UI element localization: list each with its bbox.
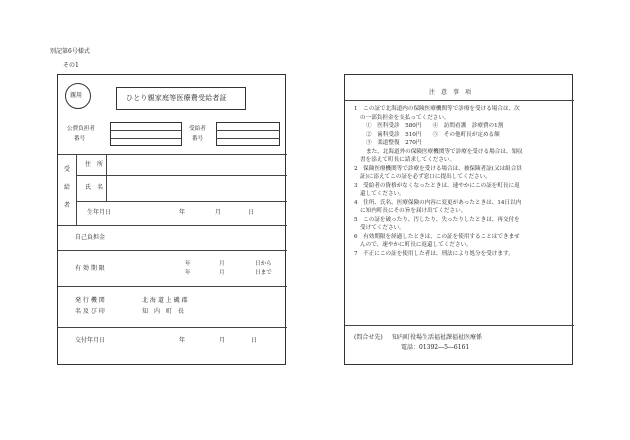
birth-label: 生年月日	[87, 209, 112, 216]
seal-text: 親用	[70, 92, 83, 99]
validity-label: 有 効 期 限	[75, 265, 105, 272]
note-line: ③ 柔道整復 270円	[366, 140, 422, 146]
notes-card	[344, 74, 573, 365]
contact-phone: 電話：01392―5―6161	[401, 344, 470, 351]
note-line: んので、速やかに町長に返還してください。	[360, 242, 472, 248]
validity-to-year: 年	[185, 270, 191, 276]
issuer-value-2: 知 内 町 長	[142, 308, 185, 315]
issue-month: 月	[219, 337, 226, 344]
birth-year: 年	[179, 209, 186, 216]
note-line: 3 受給者の資格がなくなったときは、速やかにこの証を町長に返	[354, 182, 520, 189]
note-line: の一部負担金を支払ってください。	[360, 114, 450, 121]
note-line: また、北海道外の保険医療機関等で診療を受ける場合は、領収	[366, 148, 523, 155]
recipient-number-label-1: 受給者	[189, 126, 206, 132]
recipient-side-label-2: 給	[64, 184, 71, 191]
issuer-value-1: 北 海 道 上 磯 郡	[142, 297, 188, 304]
address-label: 住 所	[85, 161, 104, 168]
validity-to-month: 月	[219, 270, 225, 276]
note-line: 2 保険医療機関等で診療を受ける場合は、被保険者証(又は組合員	[354, 165, 522, 172]
recipient-number-field	[216, 122, 280, 146]
insurer-number-label-1: 公費負担者	[67, 126, 95, 132]
birth-day: 日	[248, 209, 255, 216]
notes-list	[354, 105, 570, 258]
note-line: 書を添えて町長に請求してください。	[360, 157, 456, 163]
note-line: 還してください。	[360, 191, 405, 197]
validity-from-day: 日から	[255, 261, 272, 267]
birth-month: 月	[215, 209, 222, 216]
insurer-number-label-2: 番号	[74, 136, 86, 142]
issue-date-label: 交付年月日	[75, 337, 106, 344]
note-line: 5 この証を破ったり、汚したり、失ったりしたときは、再交付を	[354, 216, 520, 223]
notes-title: 注 意 事 項	[429, 89, 472, 96]
contact-label: (問合せ先)	[354, 334, 383, 341]
recipient-side-label-1: 受	[64, 166, 71, 173]
validity-from-month: 月	[219, 261, 225, 267]
copay-label: 自己負担金	[75, 234, 106, 241]
insurer-number-field	[110, 122, 182, 146]
certificate-title: ひとり親家庭等医療費受給者証	[126, 94, 227, 102]
note-line: ② 歯科受診 510円 ⑤ その他町長が定める額	[366, 131, 500, 138]
contact-org: 知内町役場生活福祉課福祉医療係	[392, 334, 483, 341]
form-number: 別記第6号様式	[50, 48, 90, 55]
note-line: 4 住所、氏名、医療保険の内容に変更があったときは、14日以内	[354, 199, 522, 206]
issue-year: 年	[179, 337, 186, 344]
note-line: 証)に添えてこの証を必ず窓口に提出してください。	[360, 174, 491, 180]
note-line: ① 医科受診 580円 ④ 訪問看護 診療費の1割	[366, 123, 504, 129]
validity-from-year: 年	[185, 261, 191, 267]
note-line: 受けてください。	[360, 225, 405, 231]
recipient-side-label-3: 者	[64, 202, 71, 209]
issue-day: 日	[251, 337, 258, 344]
validity-to-day: 日まで	[255, 270, 272, 276]
certificate-card	[57, 74, 286, 365]
sub-number: その1	[63, 62, 79, 69]
note-line: に知内町長にその旨を届け出てください。	[360, 208, 467, 214]
issuer-label-2: 名 及 び 印	[75, 308, 105, 315]
note-line: 1 この証で北海道内の保険医療機関等で診療を受ける場合は、次	[354, 106, 520, 112]
name-label: 氏 名	[85, 184, 104, 191]
issuer-label-1: 発 行 機 関	[75, 297, 105, 304]
recipient-number-label-2: 番号	[192, 136, 204, 142]
note-line: 6 有効期限を経過したときは、この証を使用することはできませ	[354, 233, 520, 240]
note-line: 7 不正にこの証を使用した者は、刑法により処分を受けます。	[354, 250, 514, 257]
